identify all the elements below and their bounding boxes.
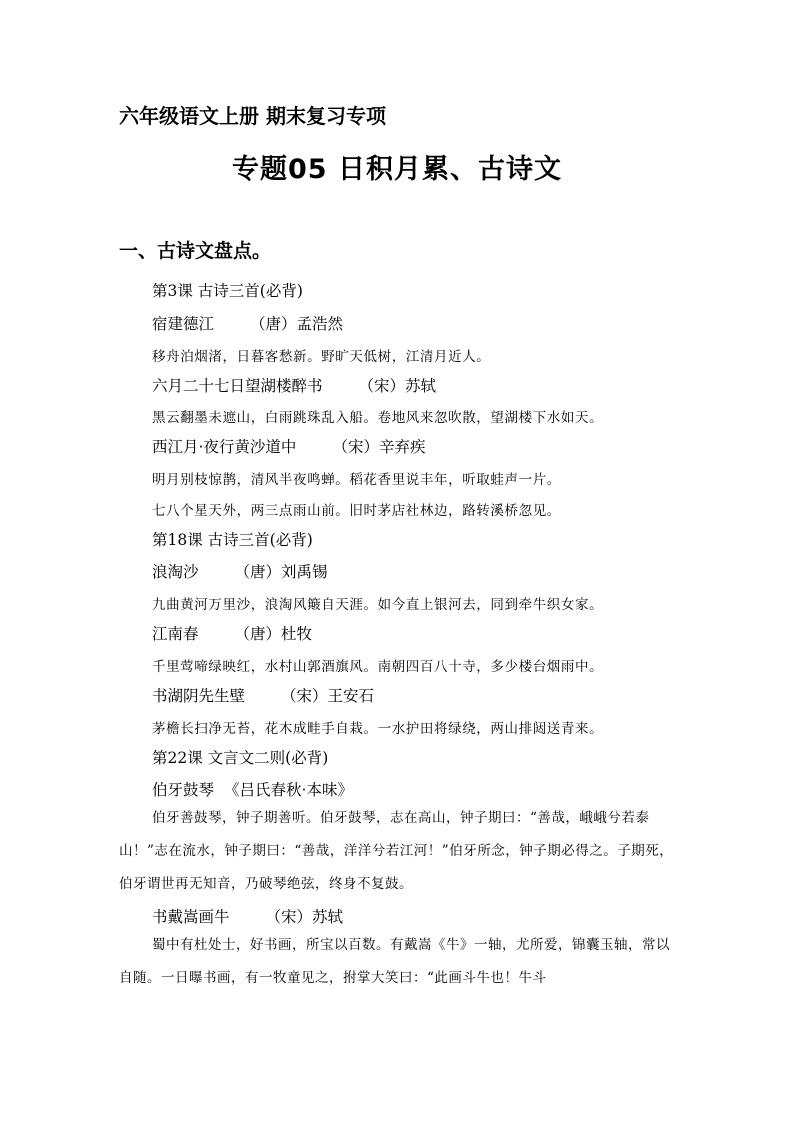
lesson-heading: 第22课 文言文二则(必背) xyxy=(152,749,329,767)
poem-title-line xyxy=(152,622,312,644)
document-title: 专题05 日积月累、古诗文 xyxy=(232,154,562,185)
lesson-heading: 第18课 古诗三首(必背) xyxy=(152,531,313,549)
poem-title: 浪淘沙 xyxy=(152,563,199,581)
poem-title: 六月二十七日望湖楼醉书 xyxy=(152,377,323,395)
classical-prose-paragraph: 蜀中有杜处士，好书画，所宝以百数。有戴嵩《牛》一轴，尤所爱，锦囊玉轴，常以自随。一日曝书画，有一牧童见之，拊掌大笑曰：“此画斗牛也！牛斗 xyxy=(119,937,670,986)
poem-title-line xyxy=(152,435,425,457)
poem-verse: 黑云翻墨未遮山，白雨跳珠乱入船。卷地风来忽吹散，望湖楼下水如天。 xyxy=(152,410,604,426)
poem-author: （宋）王安石 xyxy=(281,687,375,705)
poem-title-line xyxy=(152,312,343,334)
poem-verse: 七八个星天外，两三点雨山前。旧时茅店社林边，路转溪桥忽见。 xyxy=(152,503,561,519)
poem-title-line xyxy=(152,778,353,800)
poem-title-line xyxy=(152,684,374,706)
poem-title: 宿建德江 xyxy=(152,315,215,333)
poem-title-line xyxy=(152,560,328,582)
poem-author: （宋）苏轼 xyxy=(358,377,437,395)
poem-author: （唐）孟浩然 xyxy=(250,315,344,333)
poem-author: （宋）辛弃疾 xyxy=(332,438,426,456)
poem-title-line xyxy=(152,905,343,927)
poem-author: （唐）刘禹锡 xyxy=(234,563,328,581)
poem-title: 西江月·夜行黄沙道中 xyxy=(152,438,297,456)
poem-verse: 移舟泊烟渚，日暮客愁新。野旷天低树，江清月近人。 xyxy=(152,349,491,365)
poem-author: 《吕氏春秋·本味》 xyxy=(224,781,353,799)
poem-verse: 明月别枝惊鹊，清风半夜鸣蝉。稻花香里说丰年，听取蛙声一片。 xyxy=(152,472,561,488)
poem-author: （唐）杜牧 xyxy=(234,625,313,643)
lesson-heading: 第3课 古诗三首(必背) xyxy=(152,282,303,300)
section-heading: 一、古诗文盘点。 xyxy=(119,240,272,262)
classical-prose-paragraph: 伯牙善鼓琴，钟子期善听。伯牙鼓琴，志在高山，钟子期曰：“善哉，峨峨兮若泰山！”志在流水，钟子期曰：“善哉，洋洋兮若江河！”伯牙所念，钟子期必得之。子期死，伯牙谓世再无知音，乃破琴绝弦，终身不复鼓。 xyxy=(119,810,674,892)
poem-verse: 千里莺啼绿映红，水村山郭酒旗风。南朝四百八十寺，多少楼台烟雨中。 xyxy=(152,659,604,675)
poem-verse: 茅檐长扫净无苔，花木成畦手自栽。一水护田将绿绕，两山排闼送青来。 xyxy=(152,721,604,737)
poem-title: 江南春 xyxy=(152,625,199,643)
document-header: 六年级语文上册 期末复习专项 xyxy=(119,104,386,128)
poem-verse: 九曲黄河万里沙，浪淘风簸自天涯。如今直上银河去，同到牵牛织女家。 xyxy=(152,597,604,613)
poem-author: （宋）苏轼 xyxy=(265,908,344,926)
poem-title: 书湖阴先生壁 xyxy=(152,687,246,705)
poem-title-line xyxy=(152,374,436,396)
poem-title: 伯牙鼓琴 xyxy=(152,781,215,799)
poem-title: 书戴嵩画牛 xyxy=(152,908,230,926)
